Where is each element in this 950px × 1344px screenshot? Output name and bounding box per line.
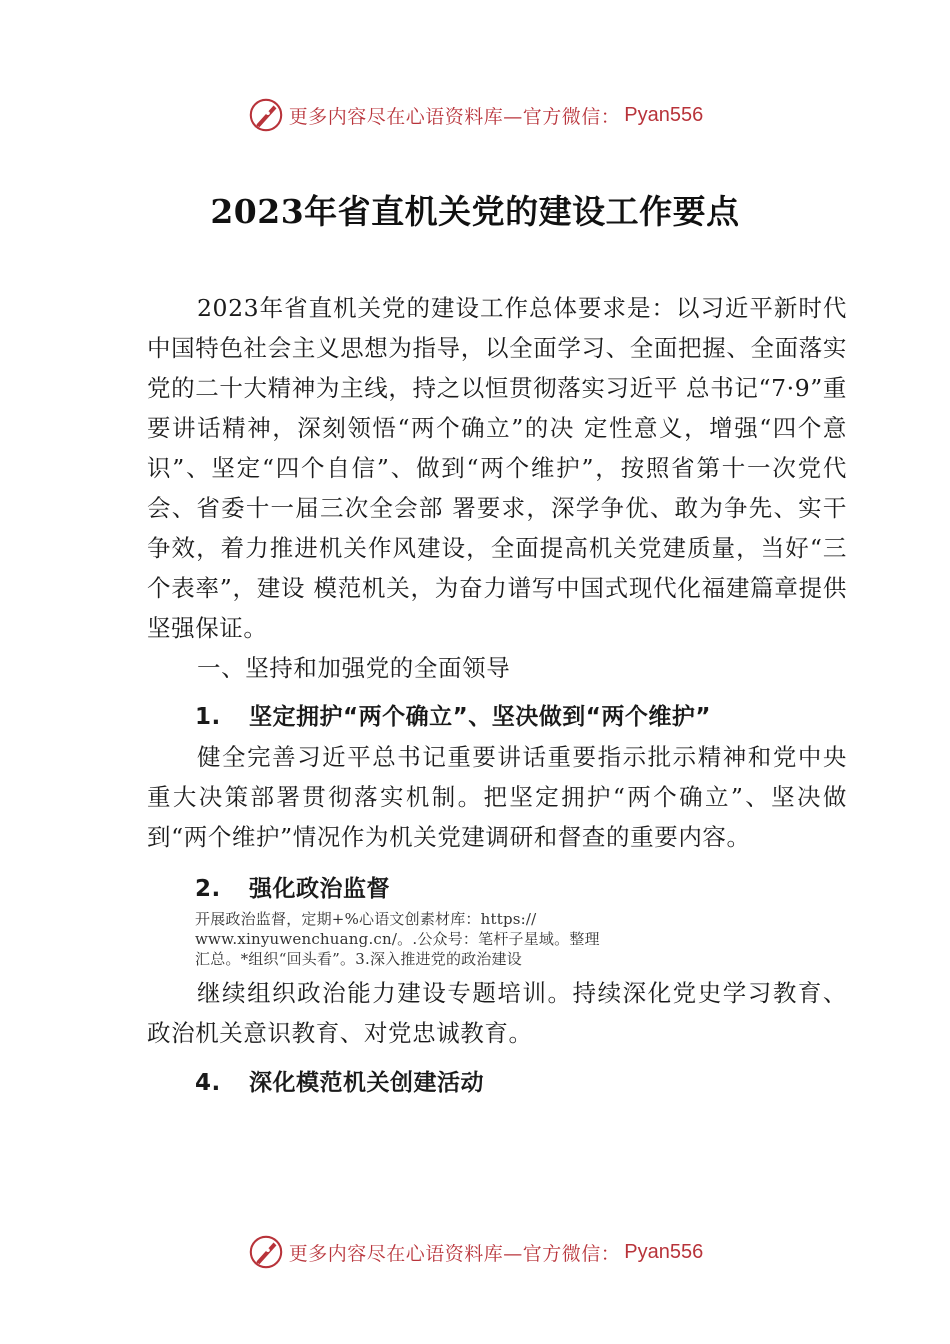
item-paragraph-1: 健全完善习近平总书记重要讲话重要指示批示精神和党中央重大决策部署贯彻落实机制。把坚定拥护“两个确立”、坚决做到“两个维护”情况作为机关党建调研和督查的重要内容。 xyxy=(147,743,847,851)
pen-nib-icon xyxy=(247,96,285,134)
item-heading-1 xyxy=(147,697,847,737)
item-heading-4 xyxy=(147,1063,847,1103)
item-heading-text: 深化模范机关创建活动 xyxy=(249,1070,484,1096)
item-number: 1. xyxy=(195,704,221,730)
banner-wechat-id: Pyan556 xyxy=(624,1240,704,1263)
section-heading-1: 一、坚持和加强党的全面领导 xyxy=(197,654,511,682)
banner-wechat-id: Pyan556 xyxy=(624,103,704,126)
item-number: 4. xyxy=(195,1070,221,1096)
small-note-line: www.xinyuwenchuang.cn/。.公众号：笔杆子星域。整理 xyxy=(195,930,600,948)
item-heading-text: 坚定拥护“两个确立”、坚决做到“两个维护” xyxy=(249,704,711,730)
item-paragraph-2: 继续组织政治能力建设专题培训。持续深化党史学习教育、政治机关意识教育、对党忠诚教育。 xyxy=(147,979,847,1047)
small-note-line: 汇总。*组织“回头看”。3.深入推进党的政治建设 xyxy=(195,950,522,968)
banner-text: 更多内容尽在心语资料库—官方微信： xyxy=(288,105,621,128)
small-note-line: 开展政治监督，定期+%心语文创素材库：https:// xyxy=(195,910,537,928)
item-heading-2 xyxy=(147,869,847,909)
footer-banner xyxy=(0,1232,950,1272)
document-body xyxy=(147,288,847,1103)
item-heading-text: 强化政治监督 xyxy=(249,876,390,902)
header-banner xyxy=(0,95,950,135)
intro-paragraph: 2023年省直机关党的建设工作总体要求是：以习近平新时代中国特色社会主义思想为指导，以全面学习、全面把握、全面落实党的二十大精神为主线，持之以恒贯彻落实习近平 总书记“7·9”重要讲话精神，深刻领悟“两个确立”的决 定性意义，增强“四个意识”、坚定“四个自信”、做到“两个维护”，按照省第十一次党代会、省委十一届三次全会部 署要求，深学争优、敢为争先、实干争效，着力推进机关作风建设，全面提高机关党建质量，当好“三个表率”，建设 模范机关，为奋力谱写中国式现代化福建篇章提供坚强保证。 xyxy=(147,294,847,642)
item-number: 2. xyxy=(195,876,221,902)
pen-nib-icon xyxy=(247,1233,285,1271)
page-title: 2023年省直机关党的建设工作要点 xyxy=(210,192,740,231)
banner-text: 更多内容尽在心语资料库—官方微信： xyxy=(288,1242,621,1265)
